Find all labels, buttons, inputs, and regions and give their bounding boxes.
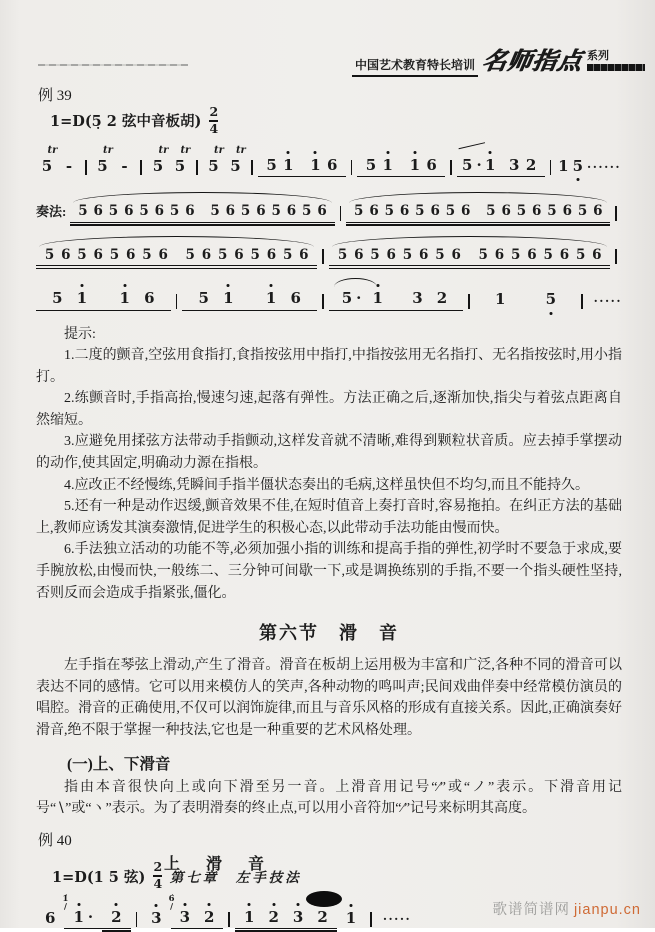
training-label: 中国艺术教育特长培训 [352, 56, 478, 77]
music-line-ex39-zhoufa-2: 5 6 5 6 5 6 5 6 5 6 5 6 5 6 5 6 5 6 5 6 5 6 5 6 5 6 5 6 5 6 5 6 [36, 233, 622, 267]
page-marker-oval [306, 891, 342, 907]
tips-block [36, 324, 622, 605]
example-39-label: 例 39 [38, 88, 72, 104]
watermark [492, 898, 641, 919]
series-bar [587, 64, 645, 71]
chapter-footer: 第七章 左手技法 [169, 870, 302, 885]
slide-up-title: 上 滑 音 [164, 855, 270, 873]
music-line-ex39-melody: 5 tr - 5 tr - 5 tr 5 tr 5 tr 5 tr 5 1 1 6 5 1 1 6 5 · 1 3 2 1 5 ······ [36, 141, 622, 177]
section-intro-paragraph: 左手指在琴弦上滑动,产生了滑音。滑音在板胡上运用极为丰富和广泛,各种不同的滑音可以表达不同的感情。它可以用来模仿人的笑声,各种动物的鸣叫声;民间戏曲伴奏中经常模仿演员的唱腔。滑音的正确使用,不仅可以润饰旋律,而且与音乐风格的形成有直接关系。因此,正确演奏好滑音,绝不限于掌握一种技法,它也是一种重要的艺术风格处理。 [36, 658, 622, 739]
page-content [36, 84, 622, 929]
music-line-ex40-slide: 6 1̇ ∕ 1 · 2 3 6̇ ∕ 3 2 1 2 3 2 1 ····· [36, 893, 622, 929]
key-text: 1=D(5̣ 2 弦中音板胡) [50, 113, 202, 131]
music-line-ex39-zhoufa-1: 奏法: 5 6 5 6 5 6 5 6 5 6 5 6 5 6 5 6 5 6 5 6 5 6 5 6 5 6 5 6 5 6 5 6 [36, 186, 622, 223]
time-signature-40: 2 4 [153, 859, 163, 892]
brand-header [352, 50, 645, 77]
example-40-label: 例 40 [38, 832, 72, 849]
tip-item-6: 6.手法独立活动的功能不等,必须加强小指的训练和提高手指的弹性,初学时不要急于求成,要手腕放松,由慢而快,一般练二、三分钟可间歇一下,或是调换练别的手指,不要一个指头硬性坚持,否则反而会造成手指紧张,僵化。 [36, 542, 622, 601]
series-logo: 名师指点 [479, 49, 585, 75]
tip-item-5: 5.还有一种是动作迟缓,颤音效果不佳,在短时值音上奏打音时,容易拖拍。在纠正方法的基础上,教师应诱发其演奏激情,促进学生的积极心态,以此带动手法功能由慢而快。 [36, 499, 622, 536]
key-text: 1=D(1 5 弦) [52, 868, 146, 886]
series-label: 系列 [587, 50, 609, 62]
time-signature-39: 2 4 [209, 104, 219, 136]
tip-item-1: 1.二度的颤音,空弦用食指打,食指按弦用中指打,中指按弦用无名指打、无名指按弦时,用小指打。 [36, 348, 622, 385]
key-signature-39 [50, 106, 622, 136]
music-line-ex39-closing: 5 1 1 6 5 1 1 6 5 · 1 3 2 1 5 ····· [36, 274, 622, 310]
tips-title: 提示: [64, 326, 96, 342]
scan-artifact-line [38, 64, 188, 66]
subsection-title: (一)上、下滑音 [67, 755, 171, 773]
tip-item-2: 2.练颤音时,手指高抬,慢速匀速,起落有弹性。方法正确之后,逐渐加快,指尖与着弦点距离自然缩短。 [36, 391, 622, 428]
watermark-site: 歌谱简谱网 [492, 902, 570, 918]
tip-item-4: 4.应改正不经慢练,凭瞬间手指半僵状态奏出的毛病,这样虽快但不均匀,而且不能持久。 [64, 477, 589, 493]
section-title: 第六节 滑 音 [259, 623, 399, 644]
tip-item-3: 3.应避免用揉弦方法带动手指颤动,这样发音就不清晰,难得到颗粒状音质。应去掉手掌摆动的动作,使其固定,明确动力源在指根。 [36, 434, 622, 472]
watermark-link[interactable]: jianpu.cn [573, 902, 641, 918]
subsection-paragraph: 指由本音很快向上或向下滑至另一音。上滑音用记号“∕”或“ノ”表示。下滑音用记号“∖”或“ヽ”表示。为了表明滑奏的终止点,可以用小音符加“∕”记号来标明其高度。 [36, 779, 622, 817]
